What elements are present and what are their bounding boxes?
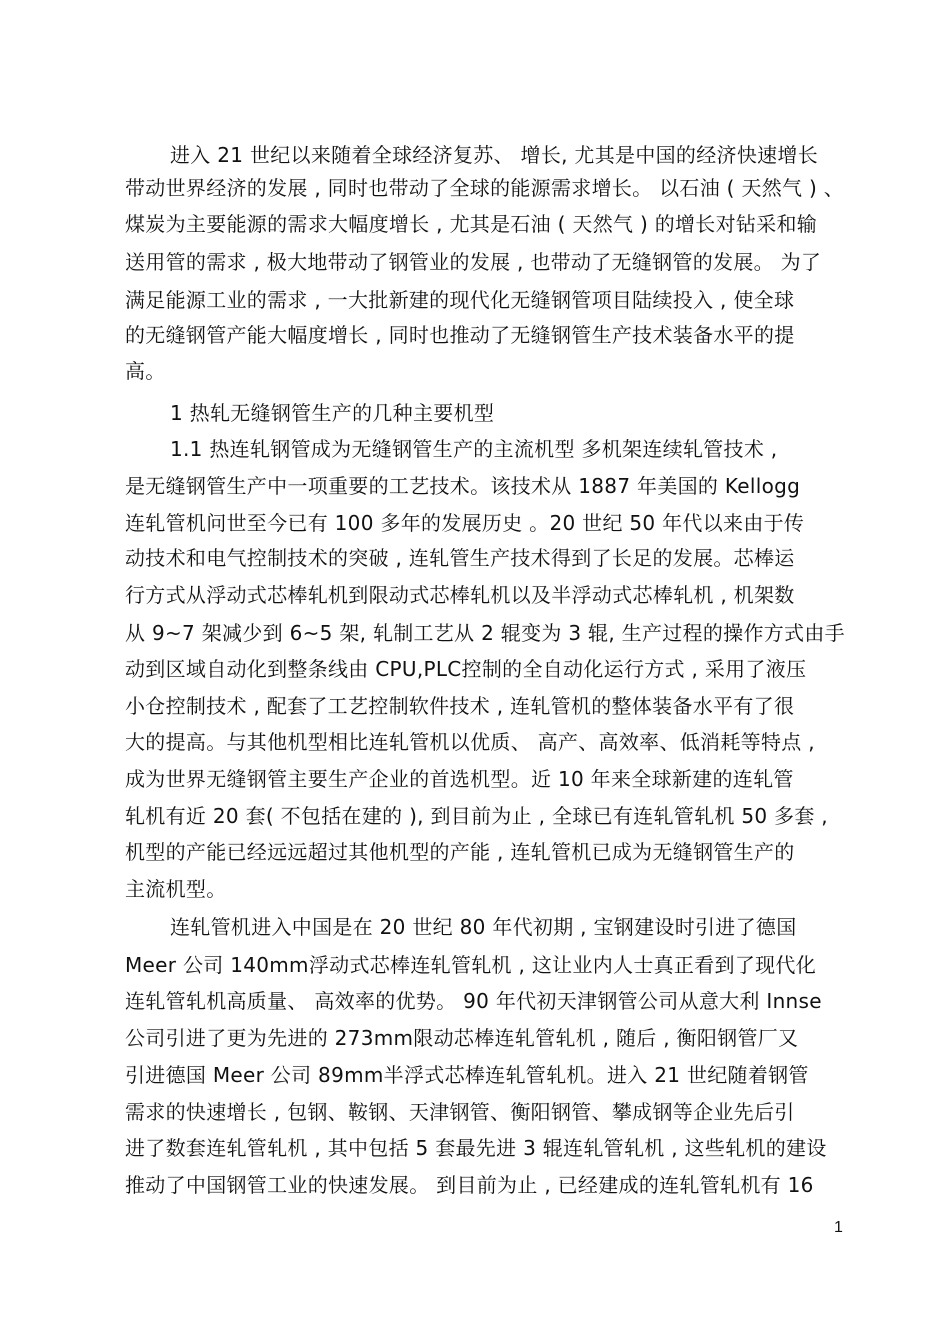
paragraph-line: 需求的快速增长 , 包钢、鞍钢、天津钢管、衡阳钢管、攀成钢等企业先后引 bbox=[125, 1100, 795, 1124]
paragraph-line: 从 9~7 架减少到 6~5 架, 轧制工艺从 2 辊变为 3 辊, 生产过程的操作方式由手 bbox=[125, 621, 845, 645]
paragraph-line: 进了数套连轧管轧机 , 其中包括 5 套最先进 3 辊连轧管轧机 , 这些轧机的建设 bbox=[125, 1136, 827, 1160]
paragraph-line: 是无缝钢管生产中一项重要的工艺技术。该技术从 1887 年美国的 Kellogg bbox=[125, 474, 801, 498]
paragraph-line: 引进德国 Meer 公司 89mm半浮式芯棒连轧管轧机。进入 21 世纪随着钢管 bbox=[125, 1063, 809, 1087]
paragraph-line: 主流机型。 bbox=[125, 877, 227, 901]
paragraph-line: 行方式从浮动式芯棒轧机到限动式芯棒轧机以及半浮动式芯棒轧机 , 机架数 bbox=[125, 583, 795, 607]
paragraph-line: 推动了中国钢管工业的快速发展。 到目前为止 , 已经建成的连轧管轧机有 16 bbox=[125, 1173, 814, 1197]
paragraph-line: 满足能源工业的需求 , 一大批新建的现代化无缝钢管项目陆续投入 , 使全球 bbox=[125, 288, 795, 312]
paragraph-line: 轧机有近 20 套( 不包括在建的 ), 到目前为止 , 全球已有连轧管轧机 50 多套 , bbox=[125, 804, 828, 828]
paragraph-line: 连轧管机进入中国是在 20 世纪 80 年代初期 , 宝钢建设时引进了德国 bbox=[170, 915, 797, 939]
section-heading: 1 热轧无缝钢管生产的几种主要机型 bbox=[170, 401, 495, 425]
paragraph-line: 送用管的需求 , 极大地带动了钢管业的发展 , 也带动了无缝钢管的发展。 为了 bbox=[125, 250, 822, 274]
paragraph-line: 连轧管轧机高质量、 高效率的优势。 90 年代初天津钢管公司从意大利 Innse bbox=[125, 989, 822, 1013]
paragraph-line: 动到区域自动化到整条线由 CPU,PLC控制的全自动化运行方式 , 采用了液压 bbox=[125, 657, 807, 681]
paragraph-line: 公司引进了更为先进的 273mm限动芯棒连轧管轧机 , 随后 , 衡阳钢管厂又 bbox=[125, 1026, 799, 1050]
paragraph-line: 煤炭为主要能源的需求大幅度增长 , 尤其是石油 ( 天然气 ) 的增长对钻采和输 bbox=[125, 212, 818, 236]
subsection-heading-line: 1.1 热连轧钢管成为无缝钢管生产的主流机型 多机架连续轧管技术 , bbox=[170, 437, 778, 461]
paragraph-line: 大的提高。与其他机型相比连轧管机以优质、 高产、高效率、低消耗等特点 , bbox=[125, 730, 815, 754]
paragraph-line: 小仓控制技术 , 配套了工艺控制软件技术 , 连轧管机的整体装备水平有了很 bbox=[125, 694, 795, 718]
paragraph-line: Meer 公司 140mm浮动式芯棒连轧管轧机 , 这让业内人士真正看到了现代化 bbox=[125, 953, 817, 977]
paragraph-line: 带动世界经济的发展 , 同时也带动了全球的能源需求增长。 以石油 ( 天然气 ) 、 bbox=[125, 176, 845, 200]
paragraph-line: 进入 21 世纪以来随着全球经济复苏、 增长, 尤其是中国的经济快速增长 bbox=[170, 143, 819, 167]
page-number: 1 bbox=[834, 1219, 843, 1236]
paragraph-line: 高。 bbox=[125, 359, 166, 383]
paragraph-line: 的无缝钢管产能大幅度增长 , 同时也推动了无缝钢管生产技术装备水平的提 bbox=[125, 323, 795, 347]
paragraph-line: 连轧管机问世至今已有 100 多年的发展历史 。20 世纪 50 年代以来由于传 bbox=[125, 511, 805, 535]
paragraph-line: 动技术和电气控制技术的突破 , 连轧管生产技术得到了长足的发展。芯棒运 bbox=[125, 546, 795, 570]
paragraph-line: 成为世界无缝钢管主要生产企业的首选机型。近 10 年来全球新建的连轧管 bbox=[125, 767, 794, 791]
paragraph-line: 机型的产能已经远远超过其他机型的产能 , 连轧管机已成为无缝钢管生产的 bbox=[125, 840, 795, 864]
